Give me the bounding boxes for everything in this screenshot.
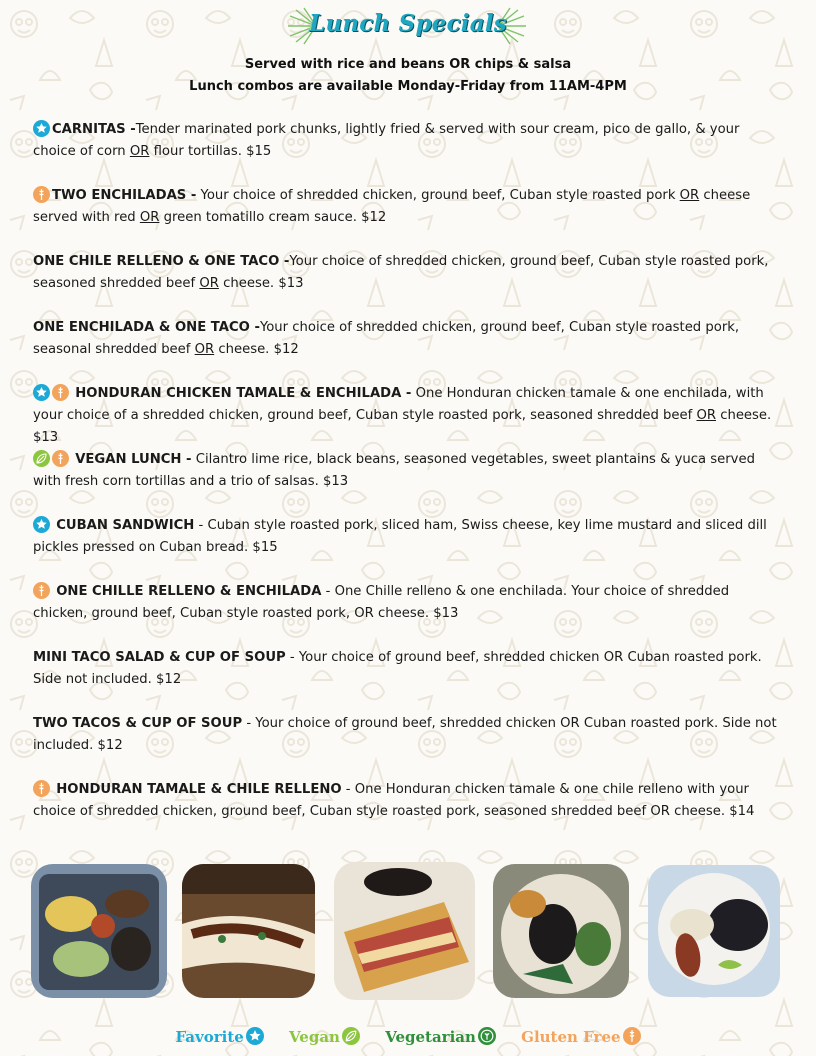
item-description-end: flour tortillas. $15 [149,144,272,159]
subtitle-sides: Served with rice and beans OR chips & salsa [244,57,572,72]
menu-item-honduran-tamale-chile-relleno [33,779,785,845]
wheat-icon [52,384,69,401]
legend-gluten-free-label: Gluten Free [521,1028,621,1046]
page-title: Lunch Specials [309,10,507,37]
menu-item-vegan-lunch [33,449,785,515]
item-name: CUBAN SANDWICH [56,518,195,533]
photo-plantains-beans [648,865,780,997]
item-description: Cilantro lime rice, black beans, seasoned vegetables, sweet plantains & yuca served with fresh corn tortillas and a trio of salsas. $13 [33,452,755,489]
item-description: - Your choice of ground beef, shredded chicken OR Cuban roasted pork. Side not included. $12 [33,650,762,687]
legend [0,1027,816,1046]
item-name: HONDURAN CHICKEN TAMALE & ENCHILADA - [75,386,412,401]
item-name: CARNITAS - [52,122,136,137]
legend-vegetarian [385,1028,496,1046]
wheat-icon [52,450,69,467]
item-or: OR [696,408,717,423]
item-description: - One Chille relleno & one enchilada. Your choice of shredded chicken, ground beef, Cuban style roasted pork, OR cheese. $13 [33,584,730,621]
photo-vegan-plate [493,864,629,998]
item-name: TWO ENCHILADAS - [52,188,197,203]
photo-platter [31,864,167,998]
menu-item-enchilada-taco [33,317,785,383]
item-name: TWO TACOS & CUP OF SOUP [33,716,243,731]
star-icon [246,1027,264,1045]
photo-cuban-sandwich [334,862,475,1000]
item-name: HONDURAN TAMALE & CHILE RELLENO [56,782,342,797]
item-description: One Honduran chicken tamale & one enchilada, with your choice of a shredded chicken, ground beef, Cuban style roasted pork, seasoned shredded beef [33,386,764,423]
item-description: Your choice of shredded chicken, ground beef, Cuban style roasted pork, seasonal shredded beef [33,320,740,357]
item-or: OR [199,276,219,291]
item-description: Your choice of shredded chicken, ground beef, Cuban style roasted pork, seasoned shredded beef [33,254,769,291]
menu-item-mini-taco-salad [33,647,785,713]
item-or: OR [194,342,215,357]
menu-item-chille-relleno-enchilada [33,581,785,647]
item-name: ONE CHILLE RELLENO & ENCHILADA [56,584,322,599]
item-name: ONE ENCHILADA & ONE TACO - [33,320,260,335]
vegetarian-icon [478,1027,496,1045]
item-description-end: cheese. $12 [214,342,299,357]
item-description-end: green tomatillo cream sauce. $12 [159,210,387,225]
item-or-2: OR [139,210,160,225]
star-icon [33,516,50,533]
menu-item-two-tacos-soup [33,713,785,779]
header [0,2,816,46]
wheat-icon [33,582,50,599]
star-icon [33,384,50,401]
menu-list [33,119,785,845]
item-or: OR [129,144,150,159]
menu-item-cuban-sandwich [33,515,785,581]
legend-vegetarian-label: Vegetarian [385,1028,476,1046]
item-name: ONE CHILE RELLENO & ONE TACO - [33,254,290,269]
wheat-icon [623,1027,641,1045]
subtitle-hours: Lunch combos are available Monday-Friday from 11AM-4PM [189,79,627,94]
item-description: - One Honduran chicken tamale & one chile relleno with your choice of shredded chicken, ground beef, Cuban style roasted pork, seasoned shredded beef OR cheese. $14 [33,782,755,819]
item-description-end: cheese. $13 [33,408,772,445]
menu-item-chile-relleno-taco [33,251,785,317]
item-name: MINI TACO SALAD & CUP OF SOUP [33,650,286,665]
photo-enchiladas [182,864,315,998]
menu-item-two-enchiladas [33,185,785,251]
menu-item-carnitas [33,119,785,185]
item-name: VEGAN LUNCH - [75,452,192,467]
leaf-icon [342,1027,360,1045]
item-description-end: cheese. $13 [218,276,304,291]
legend-vegan-label: Vegan [289,1028,340,1046]
item-description: Your choice of shredded chicken, ground beef, Cuban style roasted pork [196,188,680,203]
item-description: - Your choice of ground beef, shredded chicken OR Cuban roasted pork. Side not included. $12 [33,716,777,753]
wheat-icon [33,186,50,203]
leaf-icon [33,450,50,467]
item-description-mid: cheese served with red [33,188,751,225]
item-description: - Cuban style roasted pork, sliced ham, Swiss cheese, key lime mustard and sliced dill pickles pressed on Cuban bread. $15 [33,518,767,555]
wheat-icon [33,780,50,797]
item-description: Tender marinated pork chunks, lightly fried & served with sour cream, pico de gallo, & your choice of corn [33,122,740,159]
legend-favorite [175,1028,263,1046]
legend-gluten-free [521,1028,640,1046]
menu-item-honduran-tamale-enchilada [33,383,785,449]
legend-favorite-label: Favorite [175,1028,244,1046]
item-or: OR [679,188,700,203]
legend-vegan [289,1028,360,1046]
food-photos [0,862,816,1002]
star-icon [33,120,50,137]
